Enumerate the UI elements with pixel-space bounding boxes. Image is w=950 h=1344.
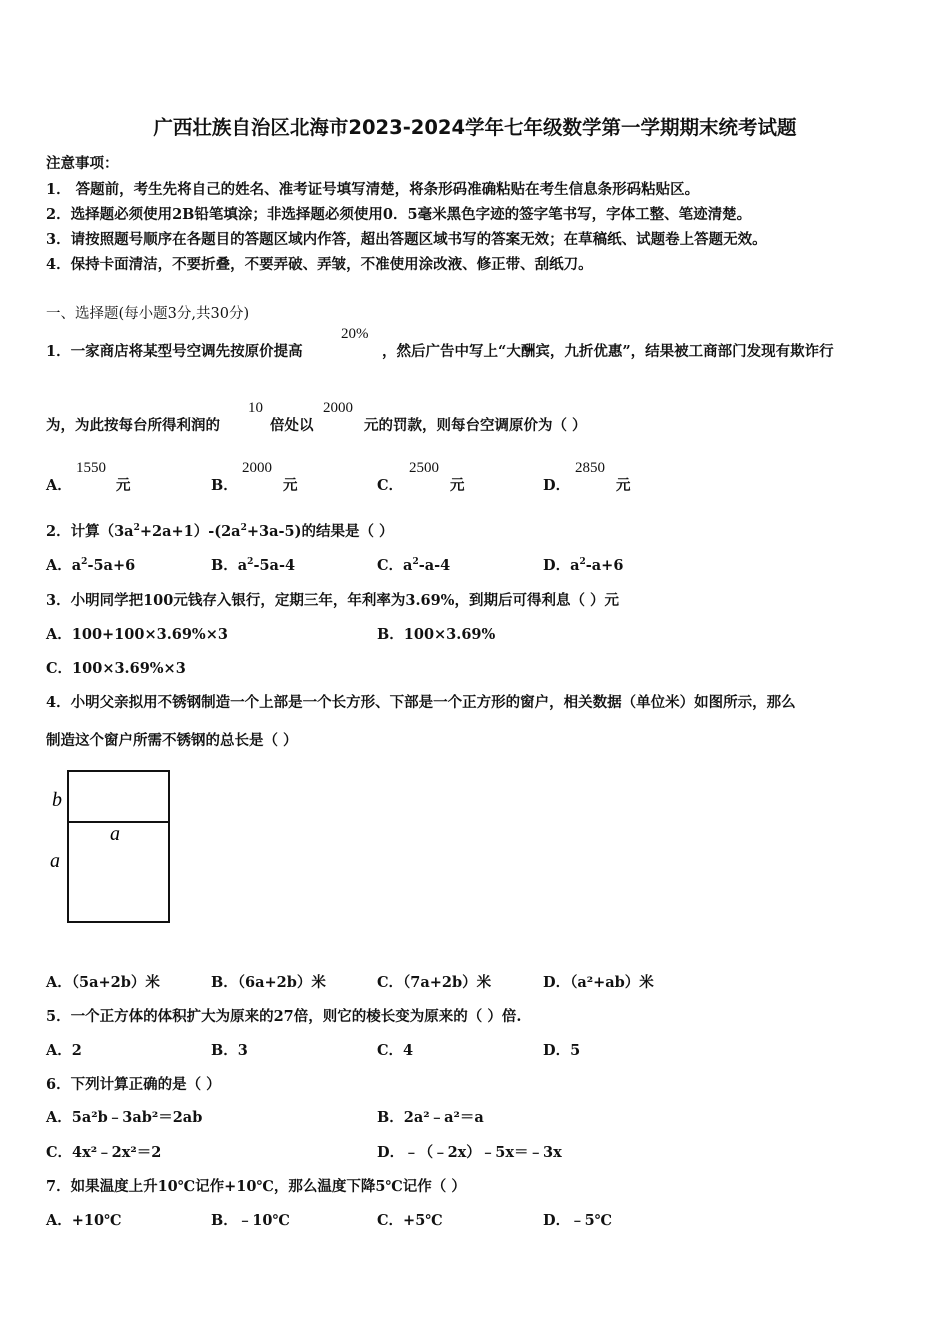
q1-option-value: 1550 — [76, 460, 106, 476]
q6-option-d[interactable]: D．﹣（﹣2x）﹣5x＝﹣3x — [377, 1144, 562, 1161]
q1-stem-part2: ，然后广告中写上“大酬宾，九折优惠”，结果被工商部门发现有欺诈行 — [382, 343, 834, 360]
q7-option-c[interactable]: C．+5℃ — [377, 1212, 443, 1229]
q1-stem-part5: 元的罚款，则每台空调原价为（ ） — [364, 417, 587, 434]
q3-option-c[interactable]: C．100×3.69%×3 — [46, 660, 186, 677]
notice-item: 2．选择题必须使用2B铅笔填涂；非选择题必须使用0．5毫米黑色字迹的签字笔书写，字体工整、笔迹清楚。 — [46, 206, 752, 223]
q1-option-value: 2850 — [575, 460, 605, 476]
notice-item: 4．保持卡面清洁，不要折叠，不要弄破、弄皱，不准使用涂改液、修正带、刮纸刀。 — [46, 256, 593, 273]
q4-option-c[interactable]: C．（7a+2b）米 — [377, 974, 492, 991]
q4-stem-line1: 4．小明父亲拟用不锈钢制造一个上部是一个长方形、下部是一个正方形的窗户，相关数据（单位米）如图所示，那么 — [46, 694, 796, 711]
q7-option-b[interactable]: B．﹣10℃ — [211, 1212, 290, 1229]
q1-option-letter[interactable]: C． — [377, 477, 404, 494]
q1-option-letter[interactable]: A． — [46, 477, 72, 494]
page-title: 广西壮族自治区北海市2023-2024学年七年级数学第一学期期末统考试题 — [153, 116, 797, 139]
q1-option-unit: 元 — [116, 477, 131, 494]
q7-option-d[interactable]: D．﹣5℃ — [543, 1212, 613, 1229]
q1-option-value: 2500 — [409, 460, 439, 476]
q5-stem: 5．一个正方体的体积扩大为原来的27倍，则它的棱长变为原来的（ ）倍. — [46, 1008, 522, 1025]
q1-stem-part4: 倍处以 — [270, 417, 314, 434]
notice-item: 3．请按照题号顺序在各题目的答题区域内作答，超出答题区域书写的答案无效；在草稿纸、试题卷上答题无效。 — [46, 231, 767, 248]
q1-percent: 20% — [341, 326, 369, 342]
q6-option-b[interactable]: B．2a²﹣a²＝a — [377, 1109, 484, 1126]
q4-option-b[interactable]: B．（6a+2b）米 — [211, 974, 326, 991]
q2-option-b[interactable]: B．$a^2-5a-4$ — [211, 557, 296, 574]
q4-stem-line2: 制造这个窗户所需不锈钢的总长是（ ） — [46, 732, 298, 749]
q6-stem: 6．下列计算正确的是（ ） — [46, 1076, 221, 1093]
q1-fine: 2000 — [323, 400, 353, 416]
q3-option-a[interactable]: A．100+100×3.69%×3 — [46, 626, 228, 643]
q1-option-unit: 元 — [283, 477, 298, 494]
q7-option-a[interactable]: A．+10℃ — [46, 1212, 122, 1229]
section-heading: 一、选择题(每小题3分,共30分) — [46, 306, 250, 322]
q6-option-a[interactable]: A．5a²b﹣3ab²＝2ab — [46, 1109, 203, 1126]
q2-stem: 2．计算$(3a^2+2a+1)-(2a^2+3a-5)$的结果是（ ） — [46, 523, 394, 540]
q3-stem: 3．小明同学把100元钱存入银行，定期三年，年利率为3.69%，到期后可得利息（ ）元 — [46, 592, 619, 609]
notice-header: 注意事项： — [46, 155, 119, 172]
label-a-left: a — [50, 850, 60, 872]
q1-stem-part1: 1．一家商店将某型号空调先按原价提高 — [46, 343, 303, 360]
q1-stem-part3: 为，为此按每台所得利润的 — [46, 417, 220, 434]
q2-option-d[interactable]: D．$a^2-a+6$ — [543, 557, 624, 574]
q6-option-c[interactable]: C．4x²﹣2x²＝2 — [46, 1144, 162, 1161]
notice-item: 1． 答题前，考生先将自己的姓名、准考证号填写清楚，将条形码准确粘贴在考生信息条形码粘贴区。 — [46, 181, 700, 198]
q5-option-b[interactable]: B．3 — [211, 1042, 248, 1059]
q1-option-value: 2000 — [242, 460, 272, 476]
q1-times: 10 — [248, 400, 263, 416]
q5-option-d[interactable]: D．5 — [543, 1042, 581, 1059]
window-figure — [40, 760, 190, 930]
q1-option-unit: 元 — [616, 477, 631, 494]
q3-option-b[interactable]: B．100×3.69% — [377, 626, 496, 643]
label-b: b — [52, 789, 62, 811]
q1-option-letter[interactable]: B． — [211, 477, 238, 494]
q4-option-a[interactable]: A．（5a+2b）米 — [46, 974, 160, 991]
q2-option-a[interactable]: A．$a^2-5a+6$ — [46, 557, 136, 574]
q4-option-d[interactable]: D．（a²+ab）米 — [543, 974, 654, 991]
q1-option-letter[interactable]: D． — [543, 477, 571, 494]
q2-option-c[interactable]: C．$a^2-a-4$ — [377, 557, 451, 574]
q5-option-a[interactable]: A．2 — [46, 1042, 82, 1059]
q5-option-c[interactable]: C．4 — [377, 1042, 414, 1059]
q1-option-unit: 元 — [450, 477, 465, 494]
q7-stem: 7．如果温度上升10℃记作+10℃，那么温度下降5℃记作（ ） — [46, 1178, 466, 1195]
label-a-top: a — [110, 823, 120, 845]
window-outline — [68, 771, 169, 922]
